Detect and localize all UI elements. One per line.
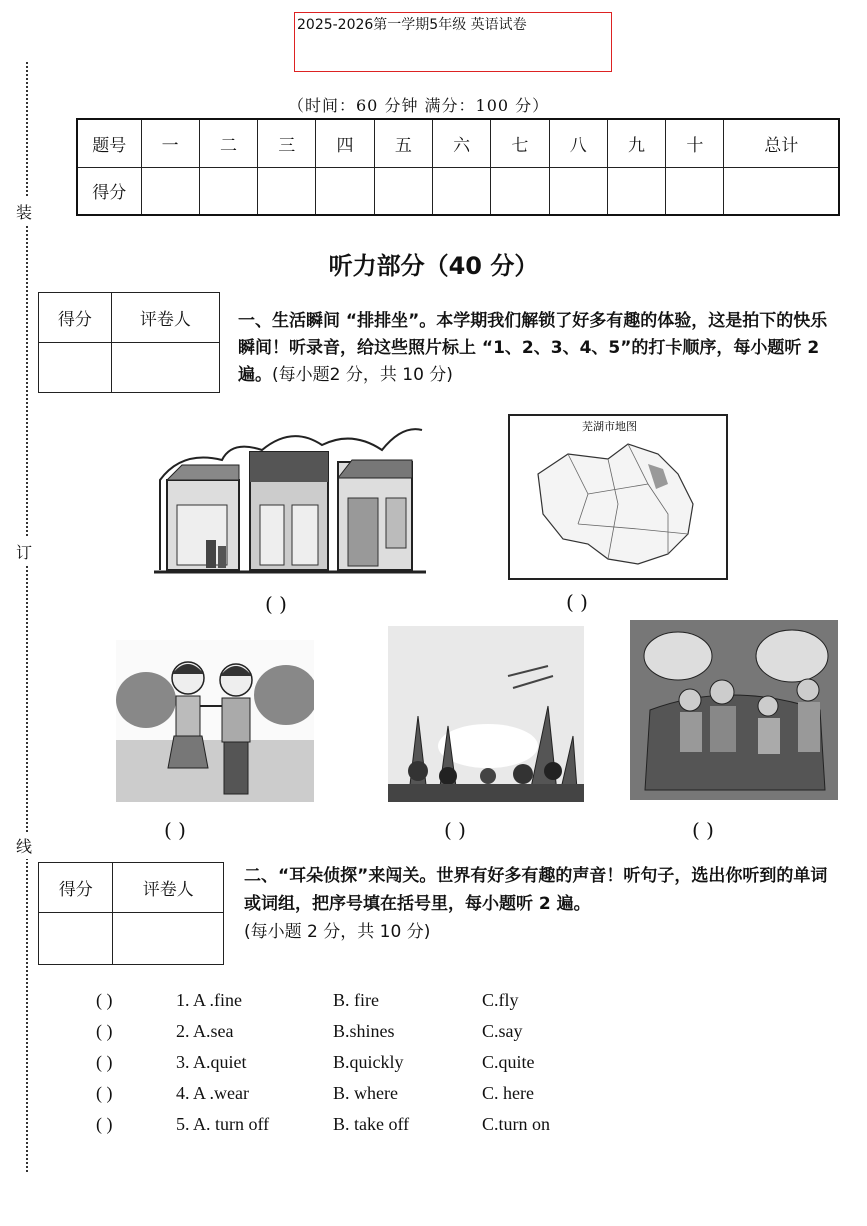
score-table-header-row	[77, 119, 839, 167]
kids-picture	[116, 640, 314, 802]
q1-answer-paren-2[interactable]: ( )	[566, 590, 588, 614]
score-table	[76, 118, 840, 216]
score-cell[interactable]	[316, 167, 374, 215]
q2-text: 二、“耳朵侦探”来闯关。世界有好多有趣的声音！听句子，选出你听到的单词或词组，把序号填在括号里，每小题听 2 遍。	[244, 866, 828, 914]
score-cell[interactable]	[666, 167, 724, 215]
q2-option-a: 1. A .fine	[176, 990, 242, 1010]
grader-name-label: 评卷人	[113, 863, 224, 913]
q1-answer-paren-1[interactable]: ( )	[265, 592, 287, 616]
q2-option-c: C.fly	[482, 990, 519, 1010]
q2-answer-blank[interactable]: ( )	[96, 1052, 113, 1072]
score-col: 九	[607, 119, 665, 167]
q2-answer-blank[interactable]: ( )	[96, 1021, 113, 1041]
score-cell[interactable]	[491, 167, 549, 215]
score-cell[interactable]	[607, 167, 665, 215]
grader-score-label: 得分	[39, 293, 112, 343]
q1-points: (每小题2 分，共 10 分)	[272, 365, 453, 385]
q1-answer-paren-4[interactable]: ( )	[444, 818, 466, 842]
score-cell[interactable]	[199, 167, 257, 215]
score-table-score-row	[77, 167, 839, 215]
score-col: 一	[141, 119, 199, 167]
binding-char-zhuang: 装	[16, 198, 32, 225]
score-cell[interactable]	[374, 167, 432, 215]
q2-option-a: 2. A.sea	[176, 1021, 234, 1041]
q2-option-b: B.shines	[333, 1021, 395, 1041]
q1-answer-paren-5[interactable]: ( )	[692, 818, 714, 842]
q2-option-a: 5. A. turn off	[176, 1114, 270, 1134]
q2-option-b: B. take off	[333, 1114, 410, 1134]
q2-answer-blank[interactable]: ( )	[96, 1114, 113, 1134]
q1-instructions	[238, 308, 838, 389]
grader-box-q2	[38, 862, 224, 965]
q1-answer-paren-3[interactable]: ( )	[164, 818, 186, 842]
score-col: 七	[491, 119, 549, 167]
q2-points: (每小题 2 分，共 10 分)	[244, 922, 431, 942]
q2-option-c: C. here	[482, 1083, 534, 1103]
shops-picture	[152, 420, 428, 580]
score-col: 四	[316, 119, 374, 167]
score-cell[interactable]	[724, 167, 839, 215]
grader-score-cell[interactable]	[39, 913, 113, 965]
family-picture	[630, 620, 838, 800]
q2-option-c: C.say	[482, 1021, 523, 1041]
section-title: 听力部分（40 分）	[328, 252, 539, 280]
score-row-label: 得分	[77, 167, 141, 215]
binding-char-ding: 订	[16, 538, 32, 565]
q2-option-a: 4. A .wear	[176, 1083, 249, 1103]
score-table-header-label: 题号	[77, 119, 141, 167]
score-col: 十	[666, 119, 724, 167]
score-col: 三	[258, 119, 316, 167]
score-col: 五	[374, 119, 432, 167]
score-col: 二	[199, 119, 257, 167]
q2-instructions	[244, 862, 840, 946]
page-title: 2025-2026第一学期5年级 英语试卷	[297, 17, 527, 33]
score-cell[interactable]	[549, 167, 607, 215]
map-picture	[508, 414, 728, 580]
grader-box-q1	[38, 292, 220, 393]
score-cell[interactable]	[258, 167, 316, 215]
q2-answer-blank[interactable]: ( )	[96, 1083, 113, 1103]
grader-name-cell[interactable]	[111, 343, 219, 393]
grader-score-label: 得分	[39, 863, 113, 913]
grader-score-cell[interactable]	[39, 343, 112, 393]
q2-option-c: C.turn on	[482, 1114, 551, 1134]
q2-option-b: B. fire	[333, 990, 379, 1010]
score-col: 八	[549, 119, 607, 167]
binding-dotted-line	[26, 62, 28, 1172]
q2-option-b: B.quickly	[333, 1052, 404, 1072]
binding-char-xian: 线	[16, 832, 32, 859]
score-cell[interactable]	[141, 167, 199, 215]
exam-info: （时间：60 分钟 满分：100 分）	[288, 96, 550, 115]
grader-name-label: 评卷人	[111, 293, 219, 343]
score-col: 六	[432, 119, 490, 167]
map-title: 芜湖市地图	[582, 420, 637, 433]
score-col-total: 总计	[724, 119, 839, 167]
q1-text: 一、生活瞬间 “排排坐”。本学期我们解锁了好多有趣的体验，这是拍下的快乐瞬间！听录音，给这些照片标上 “1、2、3、4、5”的打卡顺序，每小题听 2 遍。	[238, 311, 828, 385]
q2-option-a: 3. A.quiet	[176, 1052, 247, 1072]
q2-option-c: C.quite	[482, 1052, 535, 1072]
q2-option-b: B. where	[333, 1083, 398, 1103]
flowers-picture	[388, 626, 584, 802]
score-cell[interactable]	[432, 167, 490, 215]
grader-name-cell[interactable]	[113, 913, 224, 965]
q2-answer-blank[interactable]: ( )	[96, 990, 113, 1010]
